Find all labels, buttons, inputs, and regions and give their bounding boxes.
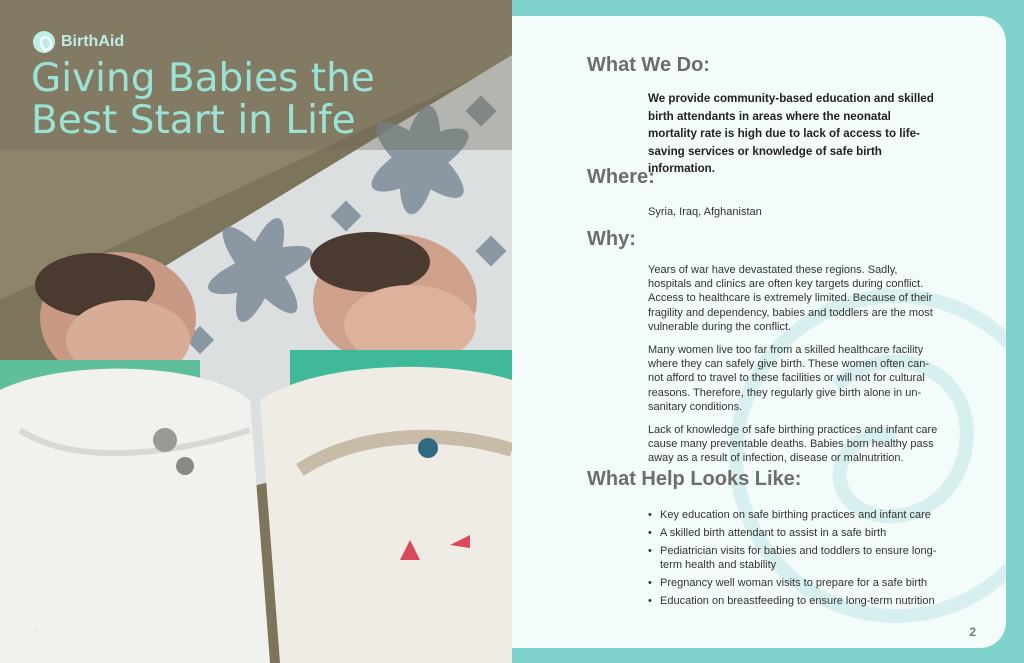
page-number-right: 2 <box>969 625 976 639</box>
list-item: • Education on breastfeeding to ensure long-term nutrition <box>648 594 948 608</box>
where-text: Syria, Iraq, Afghanistan <box>648 206 762 218</box>
birthaid-logo-icon <box>33 31 55 53</box>
brand-name: BirthAid <box>61 33 125 50</box>
list-item: • Pregnancy well woman visits to prepare for a safe birth <box>648 576 948 590</box>
list-item: • Pediatrician visits for babies and toddlers to ensure long-term health and stability <box>648 544 948 572</box>
help-list <box>648 508 948 612</box>
page-headline: Giving Babies the Best Start in Life <box>31 56 375 143</box>
why-paragraph: Many women live too far from a skilled healthcare facility where they can safely give birth. These women often can-not afford to travel to these facilities or will not for cultural reasons. Therefore, they regularly give birth alone in un-sanitary conditions. <box>648 344 930 413</box>
where-heading: Where: <box>587 166 655 188</box>
list-item: • Key education on safe birthing practices and infant care <box>648 508 948 522</box>
what-we-do-text: We provide community-based education and skilled birth attendants in areas where the neonatal mortality rate is high due to lack of access to life-saving services or knowledge of safe birth information. <box>648 92 934 175</box>
why-paragraph: Lack of knowledge of safe birthing practices and infant care cause many preventable deaths. Babies born healthy pass away as a result of infection, disease or malnutrition. <box>648 424 938 465</box>
right-page <box>512 16 1006 648</box>
brand <box>33 31 124 53</box>
why-text <box>648 263 940 475</box>
page-number-left: 1 <box>32 625 39 637</box>
what-help-looks-like-heading: What Help Looks Like: <box>587 468 802 490</box>
what-we-do-heading: What We Do: <box>587 54 710 76</box>
list-item: • A skilled birth attendant to assist in a safe birth <box>648 526 948 540</box>
why-heading: Why: <box>587 228 636 250</box>
why-paragraph: Years of war have devastated these regions. Sadly, hospitals and clinics are often key targets during conflict. Access to healthcare is extremely limited. Because of their fragility and dependency, babies and toddlers are the most vulnerable during the conflict. <box>648 264 933 333</box>
